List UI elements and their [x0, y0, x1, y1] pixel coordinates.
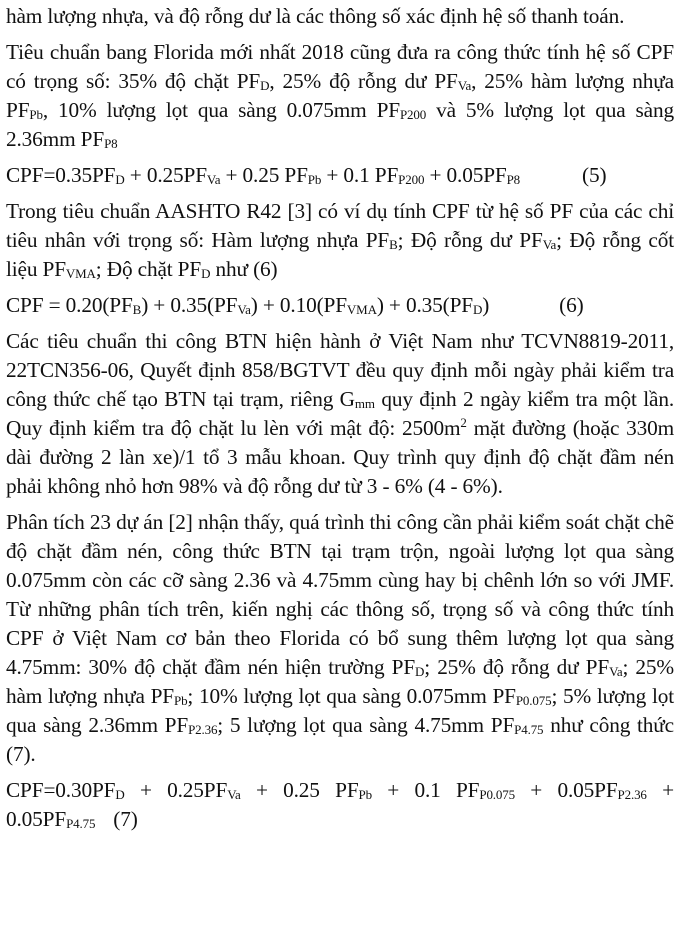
- subscript: Pb: [358, 787, 372, 802]
- subscript: B: [132, 302, 142, 317]
- subscript: Pb: [307, 172, 322, 187]
- text-run: như công thức (7).: [6, 713, 674, 766]
- subscript: P8: [506, 172, 521, 187]
- subscript: P0.075: [479, 787, 515, 802]
- text-run: ): [482, 293, 490, 317]
- subscript: Va: [542, 237, 557, 252]
- text-run: quy định 2 ngày kiểm tra một lần. Quy định kiểm tra độ chặt lu lèn với mật độ: 2500m: [6, 387, 674, 440]
- text-run: ; 10% lượng lọt qua sàng 0.075mm PF: [187, 684, 516, 708]
- equation-body: [6, 161, 520, 190]
- text-run: + 0.25 PF: [240, 778, 359, 802]
- text-run: Trong tiêu chuẩn AASHTO R42 [3] có ví dụ tính CPF từ hệ số PF của các chỉ tiêu nhân với trọng số: Hàm lượng nhựa PF: [6, 199, 674, 252]
- text-run: + 0.05PF: [514, 778, 618, 802]
- paragraph-aashto: [6, 197, 674, 284]
- text-run: + 0.1 PF: [371, 778, 480, 802]
- subscript: Pb: [29, 107, 43, 122]
- equation-7: [6, 776, 674, 834]
- subscript: D: [115, 172, 125, 187]
- equation-number: (7): [113, 807, 138, 831]
- subscript: D: [201, 266, 211, 281]
- subscript: Va: [227, 787, 241, 802]
- subscript: P8: [104, 136, 118, 151]
- subscript: P200: [398, 172, 425, 187]
- paragraph-continuation: hàm lượng nhựa, và độ rỗng dư là các thông số xác định hệ số thanh toán.: [6, 4, 625, 28]
- text-run: ; 5 lượng lọt qua sàng 4.75mm PF: [217, 713, 515, 737]
- text-run: + 0.05PF: [6, 778, 674, 831]
- text-run: ; Độ rỗng cốt liệu PF: [6, 228, 674, 281]
- text-run: CPF = 0.20(PF: [6, 293, 133, 317]
- text-run: CPF=0.35PF: [6, 163, 116, 187]
- subscript: VMA: [346, 302, 377, 317]
- text-run: ; 5% lượng lọt qua sàng 2.36mm PF: [6, 684, 675, 737]
- paragraph-analysis: [6, 508, 674, 769]
- subscript: Va: [457, 78, 472, 93]
- text-run: ) + 0.10(PF: [250, 293, 347, 317]
- equation-body: [6, 291, 489, 320]
- subscript: P4.75: [66, 816, 96, 831]
- text-run: ; Độ chặt PF: [95, 257, 202, 281]
- subscript: D: [260, 78, 270, 93]
- subscript: D: [415, 664, 425, 679]
- text-run: ) + 0.35(PF: [141, 293, 238, 317]
- text-run: Tiêu chuẩn bang Florida mới nhất 2018 cũng đưa ra công thức tính hệ số CPF có trọng số: 35% độ chặt PF: [6, 40, 674, 93]
- text-run: + 0.25PF: [124, 778, 228, 802]
- equation-5: [6, 161, 674, 190]
- text-run: ; 25% độ rỗng dư PF: [424, 655, 610, 679]
- paragraph-florida-standard: [6, 38, 674, 154]
- text-run: + 0.25PF: [124, 163, 207, 187]
- subscript: Va: [609, 664, 623, 679]
- text-run: ; 25% hàm lượng nhựa PF: [6, 655, 674, 708]
- subscript: VMA: [65, 266, 96, 281]
- subscript: Va: [206, 172, 221, 187]
- text-run: Các tiêu chuẩn thi công BTN hiện hành ở Việt Nam như TCVN8819-2011, 22TCN356-06, Quyết định 858/BGTVT đều quy định mỗi ngày phải kiểm tra công thức chế tạo BTN tại trạm, riêng G: [6, 329, 674, 411]
- subscript: P0.075: [515, 693, 552, 708]
- text-run: + 0.25 PF: [220, 163, 308, 187]
- subscript: mm: [354, 396, 375, 411]
- equation-number: (5): [582, 163, 607, 187]
- subscript: P4.75: [514, 722, 544, 737]
- subscript: P200: [399, 107, 427, 122]
- paragraph-vietnam-standards: [6, 327, 674, 501]
- subscript: Pb: [173, 693, 188, 708]
- text-run: và 5% lượng lọt qua sàng 2.36mm PF: [6, 98, 674, 151]
- text-run: + 0.1 PF: [321, 163, 399, 187]
- superscript: 2: [460, 415, 467, 430]
- text-run: ) + 0.35(PF: [376, 293, 473, 317]
- text-run: , 25% độ rỗng dư PF: [269, 69, 458, 93]
- subscript: P2.36: [617, 787, 647, 802]
- subscript: Va: [237, 302, 251, 317]
- text-run: ; Độ rỗng dư PF: [397, 228, 543, 252]
- subscript: D: [472, 302, 483, 317]
- text-run: , 25% hàm lượng nhựa PF: [6, 69, 674, 122]
- text-run: + 0.05PF: [424, 163, 507, 187]
- text-run: Phân tích 23 dự án [2] nhận thấy, quá trình thi công cần phải kiểm soát chặt chẽ độ chặt đầm nén, công thức BTN tại trạm trộn, ngoài lượng lọt qua sàng 0.075mm còn các cỡ sàng 2.36 và 4.75mm cùng hay bị chênh lớn so với JMF. Từ những phân tích trên, kiến nghị các thông số, trọng số và công thức tính CPF ở Việt Nam cơ bản theo Florida có bổ sung thêm lượng lọt qua sàng 4.75mm: 30% độ chặt đầm nén hiện trường PF: [6, 510, 674, 679]
- equation-6: [6, 291, 674, 320]
- text-run: , 10% lượng lọt qua sàng 0.075mm PF: [42, 98, 400, 122]
- text-run: mặt đường (hoặc 330m dài đường 2 làn xe)/1 tổ 3 mẫu khoan. Quy trình quy định độ chặt đầm nén phải không nhỏ hơn 98% và độ rỗng dư từ 3 - 6% (4 - 6%).: [6, 416, 675, 498]
- equation-number: (6): [559, 293, 584, 317]
- subscript: P2.36: [188, 722, 218, 737]
- subscript: D: [115, 787, 125, 802]
- text-run: CPF=0.30PF: [6, 778, 116, 802]
- text-run: như (6): [210, 257, 278, 281]
- subscript: B: [389, 237, 398, 252]
